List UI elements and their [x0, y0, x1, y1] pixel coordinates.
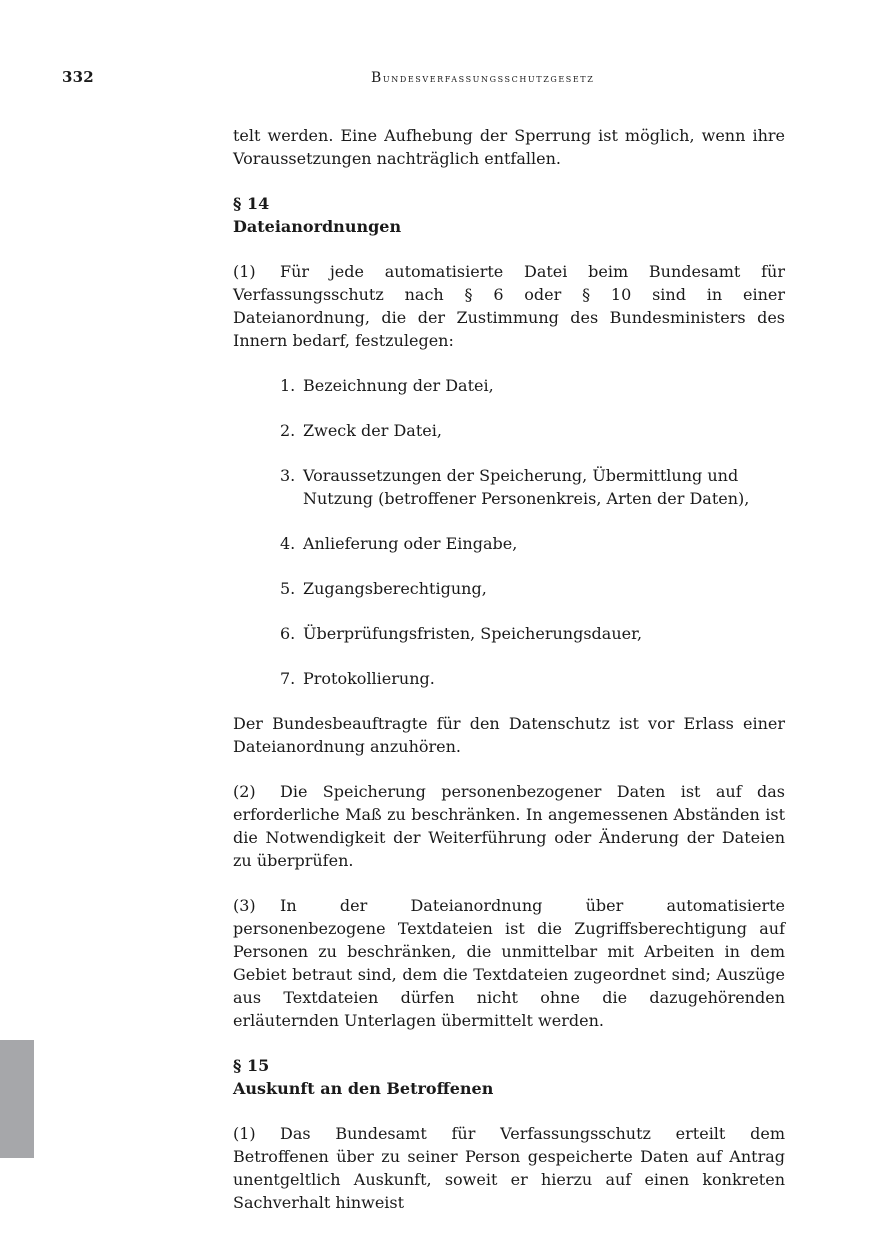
section-15-title: Auskunft an den Betroffenen — [233, 1079, 494, 1098]
section-14-paragraph-2 — [233, 780, 785, 872]
list-item — [233, 374, 785, 397]
section-15-number: § 15 — [233, 1056, 270, 1075]
page-body — [233, 124, 785, 1214]
list-item-number: 2. — [280, 421, 296, 440]
section-14-paragraph-3 — [233, 894, 785, 1032]
list-item — [233, 419, 785, 442]
list-item — [233, 464, 785, 510]
paragraph-text: Die Speicherung personenbezogener Daten ist auf das erforderliche Maß zu beschränken. In angemessenen Abständen ist die Notwendigkeit der Weiterführung oder Änderung der Dateien zu überprüfen. — [233, 782, 785, 870]
list-item-text: Zugangsberechtigung, — [303, 579, 487, 598]
list-item — [233, 532, 785, 555]
list-item — [233, 622, 785, 645]
list-item — [233, 667, 785, 690]
section-14-number: § 14 — [233, 194, 270, 213]
paragraph-number: (1) — [233, 262, 256, 281]
list-item-text: Bezeichnung der Datei, — [303, 376, 494, 395]
running-title: bundesverfassungsschutzgesetz — [371, 70, 595, 86]
list-item-number: 5. — [280, 579, 296, 598]
paragraph-text: In der Dateianordnung über automatisierte personenbezogene Textdateien ist die Zugriffsberechtigung auf Personen zu beschränken, die unmittelbar mit Arbeiten in dem Gebiet betraut sind, dem die Textdateien zugeordnet sind; Auszüge aus Textdateien dürfen nicht ohne die dazugehörenden erläuternden Unterlagen übermittelt werden. — [233, 896, 785, 1030]
list-item — [233, 577, 785, 600]
list-item-text: Voraussetzungen der Speicherung, Übermittlung und Nutzung (betroffener Personenkreis, Arten der Daten), — [303, 466, 750, 508]
intro-paragraph: telt werden. Eine Aufhebung der Sperrung ist möglich, wenn ihre Voraussetzungen nachträglich entfallen. — [233, 126, 785, 168]
paragraph-number: (1) — [233, 1124, 256, 1143]
page-number: 332 — [62, 68, 94, 86]
list-item-text: Überprüfungsfristen, Speicherungsdauer, — [303, 624, 643, 643]
section-14-after-list: Der Bundesbeauftragte für den Datenschutz ist vor Erlass einer Dateianordnung anzuhören. — [233, 714, 785, 756]
thumb-index-tab — [0, 1040, 34, 1158]
list-item-number: 1. — [280, 376, 296, 395]
dateianordnung-list — [233, 374, 785, 690]
list-item-text: Zweck der Datei, — [303, 421, 442, 440]
list-item-number: 6. — [280, 624, 296, 643]
list-item-number: 3. — [280, 466, 296, 485]
list-item-text: Anlieferung oder Eingabe, — [303, 534, 518, 553]
section-14-title: Dateianordnungen — [233, 217, 402, 236]
section-14-paragraph-1 — [233, 260, 785, 352]
paragraph-text: Das Bundesamt für Verfassungsschutz erteilt dem Betroffenen über zu seiner Person gespeicherte Daten auf Antrag unentgeltlich Auskunft, soweit er hierzu auf einen konkreten Sachverhalt hinweist — [233, 1124, 785, 1212]
list-item-number: 4. — [280, 534, 296, 553]
list-item-text: Protokollierung. — [303, 669, 435, 688]
paragraph-text: Für jede automatisierte Datei beim Bundesamt für Verfassungsschutz nach § 6 oder § 10 sind in einer Dateianordnung, die der Zustimmung des Bundesministers des Innern bedarf, festzulegen: — [233, 262, 785, 350]
paragraph-number: (3) — [233, 896, 256, 915]
section-15-paragraph-1 — [233, 1122, 785, 1214]
list-item-number: 7. — [280, 669, 296, 688]
paragraph-number: (2) — [233, 782, 256, 801]
